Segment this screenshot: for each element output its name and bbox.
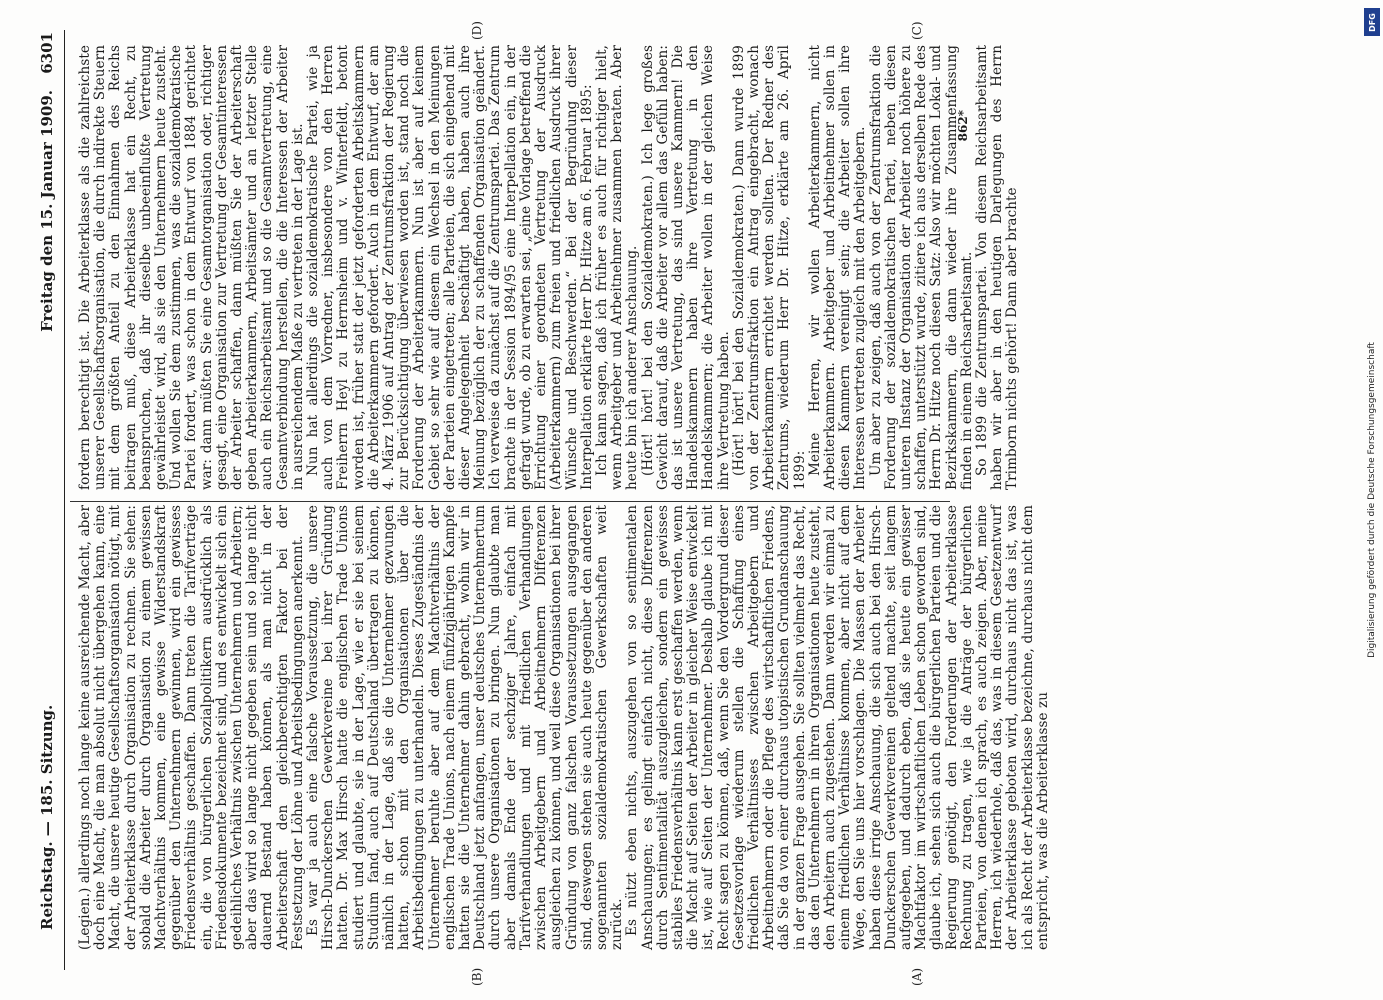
right-paragraph: Ich kann sagen, daß ich früher es auch für richtiger hielt, wenn Arbeitgeber und Arbeitnehmer zusammen beraten. Aber heute bin ich anderer Anschauung.: [593, 45, 641, 490]
right-paragraph: Meine Herren, wir wollen Arbeiterkammern, nicht Arbeiterkammern. Arbeitgeber und Arbeitnehmer sollen in diesen Kammern vereinigt sein; die Arbeiter sollen ihre Interessen vertreten zugleich mit den Arbeitgebern.: [806, 45, 869, 490]
margin-marker-a: (A): [910, 967, 924, 986]
dfg-logo-icon: DFG: [1364, 8, 1380, 36]
right-paragraph: (Hört! hört! bei den Sozialdemokraten.) Dann wurde 1899 von der Zentrumsfraktion ein Antrag eingebracht, wonach Arbeiterkammern errichtet werden sollten. Der Redner des Zentrums, wiederum Herr Dr. Hitze, erklärte am 26. April 1899:: [730, 45, 808, 490]
digitization-note: Digitalisierung gefördert durch die Deutsche Forschungsgemeinschaft: [1367, 342, 1377, 658]
sheet-number: 862*: [956, 110, 970, 142]
header-right-title: Freitag den 15. Januar 1909.: [38, 90, 56, 332]
right-paragraph: fordern berechtigt ist. Die Arbeiterklasse als die zahlreichste unserer Gesellschaftsorganisation, die durch indirekte Steuern mit dem größten Anteil zu den Einnahmen des Reichs beitragen muß, diese Arbeiterklasse hat ein Recht, zu beanspruchen, daß ihr dieselbe unbeeinflußte Vertretung gewährleistet wird, als sie den Unternehmern heute zusteht. Und wollen Sie dem zustimmen, was die sozialdemokratische Partei fordert, was schon in dem Entwurf von 1884 gerichtet war: dann müßten Sie eine Gesamtorganisation oder, richtiger gesagt, eine Organisation zur Vertretung der Gesamtinteressen der Arbeiter schaffen, dann müßten Sie der Arbeiterschaft geben Arbeiterkammern, Arbeitsämter und an letzter Stelle auch ein Reichsarbeitsamt und so die Gesamtvertretung, eine Gesamtverbindung herstellen, die die Interessen der Arbeiter in ausreichendem Maße zu vertreten in der Lage ist.: [77, 45, 306, 490]
rotated-page-content: [30, 21, 1348, 986]
left-paragraph: Es war ja auch eine falsche Voraussetzung, die unsere Hirsch-Dunckerschen Gewerkvereine bei ihrer Gründung hatten. Dr. Max Hirsch hatte die englischen Trade Unions studiert und glaubte, sie in der Lage, wie er sie bei seinem Studium fand, auch auf Deutschland übertragen zu können, nämlich in der Lage, daß sie die Unternehmer gezwungen hatten, schon mit den Organisationen über die Arbeitsbedingungen zu unterhandeln. Dieses Zugeständnis der Unternehmer beruhte aber auf dem Machtverhältnis der englischen Trade Unions, nach einem fünfzigjährigen Kampfe hatten sie die Unternehmer dahin gebracht, wohin wir in Deutschland jetzt anfangen, unser deutsches Unternehmertum durch unsere Organisationen zu bringen. Nun glaubte man aber damals Ende der sechziger Jahre, einfach mit Tarifverhandlungen und mit friedlichen Verhandlungen zwischen Arbeitgebern und Arbeitnehmern Differenzen ausgleichen zu können, und weil diese Organisationen bei ihrer Gründung von ganz falschen Voraussetzungen ausgegangen sind, deswegen stehen sie auch heute gegenüber den anderen sogenannten sozialdemokratischen Gewerkschaften weit zurück.: [305, 505, 626, 950]
right-paragraph: So 1899 die Zentrumspartei. Von diesem Reichsarbeitsamt haben wir aber in den heutigen Darlegungen des Herrn Trimborn nichts gehört! Dann aber brachte: [973, 45, 1021, 490]
left-column: [77, 505, 1051, 950]
page-header: [30, 30, 65, 970]
left-paragraph: Es nützt eben nichts, auszugehen von so sentimentalen Anschauungen; es gelingt einfach nicht, diese Differenzen durch Sentimentalität auszugleichen, sondern ein gewisses stabiles Friedensverhältnis kann erst geschaffen werden, wenn die Macht auf Seiten der Arbeiter in gleicher Weise entwickelt ist, wie auf Seiten der Unternehmer. Deshalb glaube ich mit Recht sagen zu können, daß, wenn Sie den Vordergrund dieser Gesetzesvorlage wiederum stellen die Schaffung eines friedlichen Verhältnisses zwischen Arbeitgebern und Arbeitnehmern oder die Pflege des wirtschaftlichen Friedens, daß Sie da von einer durchaus utopistischen Grundanschauung in der ganzen Frage ausgehen. Sie sollten vielmehr das Recht, das den Unternehmern in ihren Organisationen heute zusteht, den Arbeitern auch zugestehen. Dann werden wir einmal zu einem friedlichen Verhältnisse kommen, aber nicht auf dem Wege, den Sie uns hier vorschlagen. Die Massen der Arbeiter haben diese irrige Anschauung, die sich auch bei den Hirsch-Dunckerschen Gewerkvereinen geltend machte, seit langem aufgegeben, und dadurch eben, daß sie heute ein gewisser Machtfaktor im wirtschaftlichen Leben schon geworden sind, glaube ich, sehen sich auch die bürgerlichen Parteien und die Regierung genötigt, den Forderungen der Arbeiterklasse Rechnung zu tragen, wie ja die Anträge der bürgerlichen Parteien, von denen ich sprach, es auch zeigen. Aber, meine Herren, ich wiederhole, daß das, was in diesem Gesetzentwurf der Arbeiterklasse geboten wird, durchaus nicht das ist, was ich als Recht der Arbeiterklasse bezeichne, durchaus nicht dem entspricht, was die Arbeiterklasse zu: [624, 505, 1051, 950]
column-divider: [70, 501, 950, 502]
page-number: 6301: [38, 32, 56, 74]
right-paragraph: (Hört! hört! bei den Sozialdemokraten.) Ich lege großes Gewicht darauf, daß die Arbeiter vor allem das Gefühl haben: das ist unsere Vertretung, das sind unsere Kammern! Die Handelskammern haben ihre Vertretung in den Handelskammern; die Arbeiter wollen in der gleichen Weise ihre Vertretung haben.: [639, 45, 732, 490]
margin-marker-c: (C): [910, 21, 924, 40]
margin-marker-b: (B): [470, 967, 484, 986]
left-paragraph: (Legien.) allerdings noch lange keine ausreichende Macht, aber doch eine Macht, die man absolut nicht übergehen kann, eine Macht, die unsere heutige Gesellschaftsorganisation nötigt, mit der Arbeiterklasse durch Organisation zu rechnen. Sie sehen: sobald die Arbeiter durch Organisation zu einem gewissen Machtverhältnis kommen, eine gewisse Widerstandskraft gegenüber den Unternehmern gewinnen, wird ein gewisses Friedensverhältnis geschaffen. Dann treten die Tarifverträge ein, die von bürgerlichen Sozialpolitikern ausdrücklich als Friedensdokumente bezeichnet sind, und es entwickelt sich ein gedeihliches Verhältnis zwischen Unternehmern und Arbeitern; aber das wird so lange nicht gegeben sein und so lange nicht dauernd Bestand haben können, als man nicht in der Arbeiterschaft den gleichberechtigten Faktor bei der Festsetzung der Löhne und Arbeitsbedingungen anerkennt.: [77, 505, 306, 950]
right-paragraph: Nun hat allerdings die sozialdemokratische Partei, wie ja auch von dem Vorredner, insbesondere von den Herren Freiherrn Heyl zu Herrnsheim und v. Winterfeldt, betont worden ist, früher statt der jetzt geforderten Arbeitskammern die Arbeiterkammern gefordert. Auch in dem Entwurf, der am 4. März 1906 auf Antrag der Zentrumsfraktion der Regierung zur Berücksichtigung überwiesen worden ist, stand noch die Forderung der Arbeiterkammern. Nun ist aber auf keinem Gebiet so sehr wie auf diesem ein Wechsel in den Meinungen der Parteien eingetreten; alle Parteien, die sich eingehend mit dieser Angelegenheit beschäftigt haben, haben auch ihre Meinung bezüglich der zu schaffenden Organisation geändert. Ich verweise da zunächst auf die Zentrumspartei. Das Zentrum brachte in der Session 1894/95 eine Interpellation ein, in der gefragt wurde, ob zu erwarten sei, „eine Vorlage betreffend die Errichtung einer geordneten Vertretung der Ausdruck (Arbeiterkammern) zum freien und friedlichen Ausdruck ihrer Wünsche und Beschwerden.“ Bei der Begründung dieser Interpellation erklärte Herr Dr. Hitze am 6. Februar 1895:: [305, 45, 595, 490]
header-left-title: Reichstag. — 185. Sitzung.: [38, 704, 56, 930]
margin-marker-d: (D): [470, 21, 484, 40]
right-paragraph: Um aber zu zeigen, daß auch von der Zentrumsfraktion die Forderung der sozialdemokratischen Partei, neben diesen unteren Instanz der Organisation der Arbeiter noch höhere zu schaffen, unterstützt wurde, zitiere ich aus derselben Rede des Herrn Dr. Hitze noch diesen Satz: Also wir möchten Lokal- und Bezirkskammern, die dann wieder ihre Zusammenfassung finden in einem Reichsarbeitsamt.: [867, 45, 975, 490]
